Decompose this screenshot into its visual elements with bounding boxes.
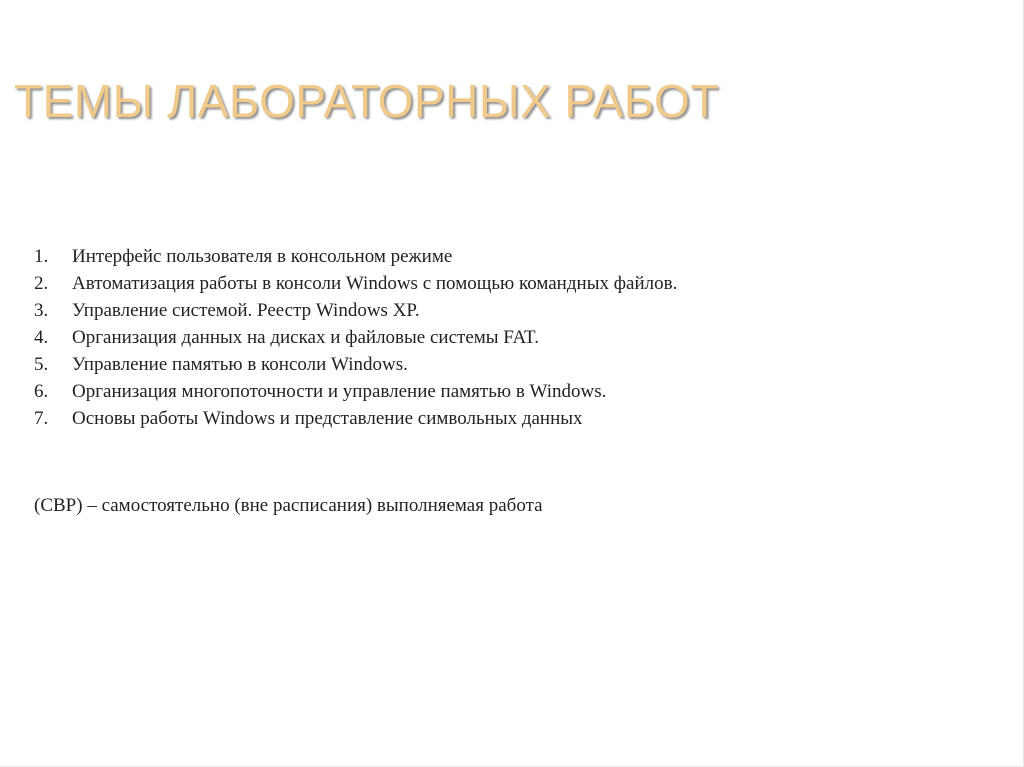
list-item-text: Интерфейс пользователя в консольном режиме — [72, 246, 453, 267]
list-item-number: 5. — [34, 354, 49, 375]
list-item — [34, 351, 774, 378]
list-item-text: Основы работы Windows и представление символьных данных — [72, 408, 583, 429]
srw-note: (СВР) – самостоятельно (вне расписания) выполняемая работа — [34, 495, 543, 516]
list-item-text: Организация данных на дисках и файловые системы FAT. — [72, 327, 540, 348]
list-item-text: Управление системой. Реестр Windows XP. — [72, 300, 420, 321]
list-item-text: Управление памятью в консоли Windows. — [72, 354, 408, 375]
list-item-number: 6. — [34, 381, 49, 402]
list-item-number: 2. — [34, 273, 49, 294]
list-item-text: Автоматизация работы в консоли Windows с помощью командных файлов. — [72, 273, 678, 294]
list-item — [34, 324, 774, 351]
list-item — [34, 243, 774, 270]
list-item — [34, 270, 774, 297]
list-item-number: 7. — [34, 408, 49, 429]
list-item-number: 4. — [34, 327, 49, 348]
list-item-text: Организация многопоточности и управление памятью в Windows. — [72, 381, 607, 402]
list-item — [34, 378, 774, 405]
slide-title: ТЕМЫ ЛАБОРАТОРНЫХ РАБОТ — [14, 75, 719, 127]
list-item — [34, 405, 774, 432]
list-item — [34, 297, 774, 324]
lab-topics-list — [34, 243, 774, 432]
list-item-number: 1. — [34, 246, 49, 267]
list-item-number: 3. — [34, 300, 49, 321]
